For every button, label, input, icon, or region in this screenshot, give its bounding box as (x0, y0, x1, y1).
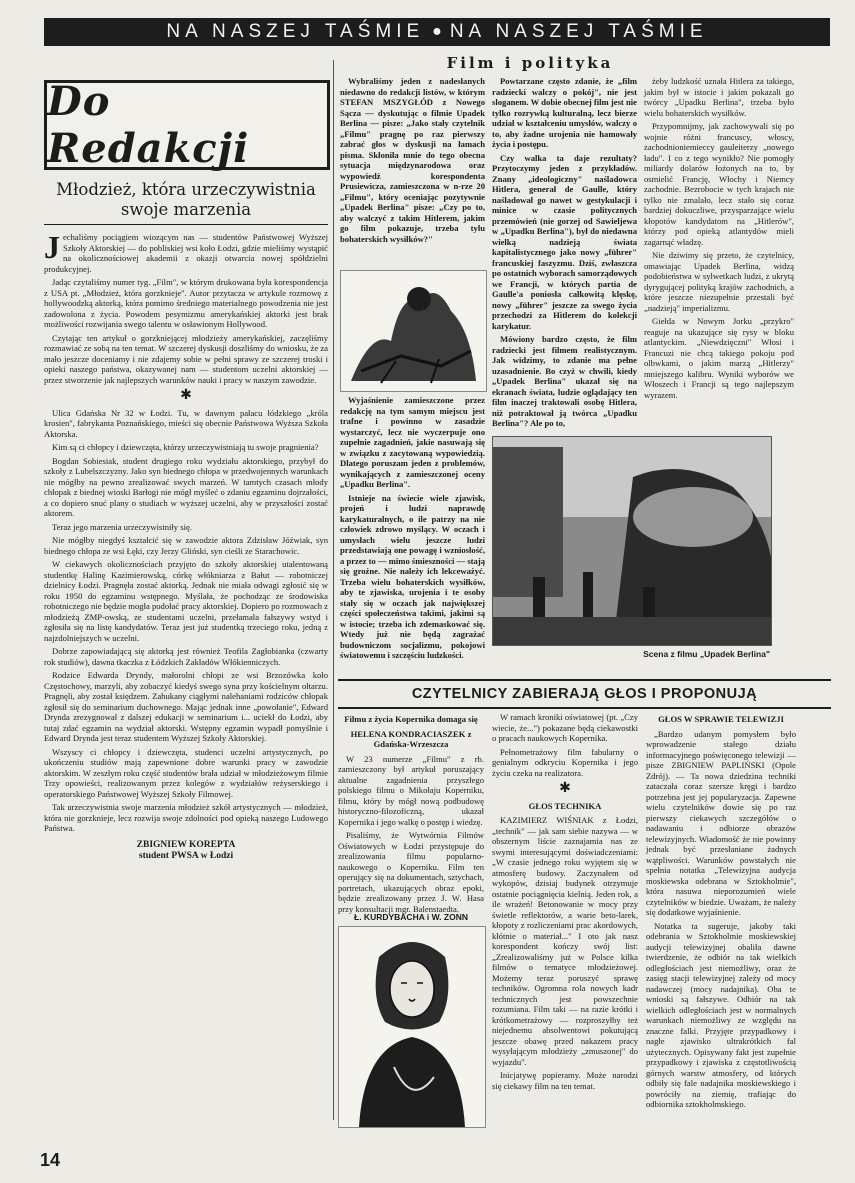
hitler-cartoon-illustration (340, 270, 487, 392)
film-paragraph: Nie dziwimy się przeto, że czytelnicy, omawiając Upadek Berlina, widzą podobieństwa w sylwetkach ludzi, z ukrytą dyrygującej polityką krajów zachodnich, a które jeszcze niezupełnie przestali być „nadzieją" imperializmu. (644, 250, 794, 313)
readers-subheading: GŁOS W SPRAWIE TELEWIZJI (658, 714, 784, 724)
film-col2 (492, 76, 637, 426)
readers-paragraph: Pisaliśmy, że Wytwórnia Filmów Oświatowych w Łodzi przystępuje do zrealizowania filmu popularno-naukowego o Koperniku. Film ten operujący się na dokumentach, sztychach, portretach, ukazujących obraz epoki, będzie zrealizowany przez J. W. Hasa przy konsultacji mgr. Balenstaedta. (338, 830, 484, 914)
film-col1-body (340, 395, 485, 675)
section-star-icon: ✱ (559, 781, 571, 796)
portrait-drawing-icon (339, 927, 485, 1127)
readers-author: HELENA KONDRACIASZEK z Gdańska-Wrzeszcza (350, 728, 472, 749)
dropcap: J (44, 229, 60, 265)
readers-paragraph: Inicjatywę popieramy. Może narodzi się ciekawy film na ten temat. (492, 1070, 638, 1091)
readers-col1 (338, 712, 484, 914)
banner-dot-icon: ● (432, 23, 442, 40)
left-paragraph: Bogdan Sobiesiak, student drugiego roku wydziału aktorskiego, przybył do szkoły z Lubelszczyzny. Jako syn biednego chłopa w przedwojennych warunkach nie mógłby na pewno zrealizować swych marzeń. W tamtych czasach młody chłopak z biednej wioski Barłogi nie mógł myśleć o zdaniu egzaminu dojrzałości, a co dopiero snuć plany o studiach w wyższej uczelni, aby w przyszłości zostać aktorem. (44, 455, 328, 518)
readers-subheading: GŁOS TECHNIKA (528, 800, 602, 811)
left-paragraph: Kim są ci chłopcy i dziewczęta, którzy urzeczywistniają tu swoje pragnienia? (52, 442, 319, 452)
copernicus-portrait (338, 926, 486, 1128)
film-still-photo (492, 436, 772, 646)
readers-paragraph: Pełnometrażowy film fabularny o genialnym odkryciu Kopernika i jego życiu czeka na realizatora. (492, 746, 638, 778)
readers-paragraph: „Bardzo udanym pomysłem było wprowadzenie stałego działu informacyjnego poświęconego telewizji — pisze ZBIGNIEW PAPLIŃSKI (Opole Zdrój). — Ta nowa dziedzina techniki zataczała coraz szersze kręgi i bardzo potrzebna jest jej popularyzacja. Zapewne wielu czytelników dowie się po raz pierwszy ciekawych szczegółów o nadawaniu i odbiorze obrazów telewizyjnych. Wiadomość że nie powinny jednak być przesłaniane żadnych wątpliwości. Warunków powstałych nie spełnia notatka „Telewizyjna audycja moskiewska odebrana w Sztokholmie", która nasuwa nieporozumień wiele czytelników w biedzie. Uważam, że należy się dodatkowe wyjaśnienie. (646, 728, 796, 917)
signature-name: ZBIGNIEW KOREPTA (136, 839, 236, 850)
left-paragraph: Rodzice Edwarda Dryndy, małorolni chłopi ze wsi Brzozówka koło Częstochowy, marzyli, aby zobaczyć kiedyś swego syna przy kościelnym ołtarzu. Pragnęli, aby został księdzem. Zahukany ciągłymi nalehaniami rodziców chłopak zgłosił się do seminarium duchownego. Mając jednak inne „powołanie", Edward Drynda zrezygnował z dalszej edukacji w seminarium i... uciekł do Łodzi, aby tutaj zdać egzamin na wydział aktorski. Wstępny egzamin wypadł pomyślnie i Edward Drynda jest teraz studentem Wyższej Szkoły Aktorskiej. (44, 670, 328, 743)
left-paragraph: Nie mógłby niegdyś kształcić się w zawodzie aktora Zdzisław Jóźwiak, syn biednego chłopa ze wsi Łęki, czy Jerzy Gliński, syn cieśli ze Starachowic. (44, 535, 328, 556)
film-paragraph: Giełda w Nowym Jorku „przykro" reaguje na ukazujące się rysy w bloku atlantyckim. „Niewdzięczni" Włosi i Francuzi nie chcą takiego pokoju pod olbwkami, o jakim marzą „Hitlerzy" mniejszego kalibru. Wyniki wyborów we Włoszech i Francji są tego najlepszym wyrazem. (644, 316, 794, 400)
film-paragraph: Powtarzane często zdanie, że „film radziecki walczy o pokój", nie jest sloganem. W dobie obecnej film jest nie tylko rozrywką kulturalną, lecz bierze udział w kształceniu umysłów, walczy o to, aby żadne urojenia nie hamowały życia i postępu. (492, 76, 637, 149)
left-paragraph: Tak urzeczywistnia swoje marzenia młodzież szkół artystycznych — młodzież, która nie gorzknieje, lecz rozwija swoje zdolności pod opieką naszego Ludowego Państwa. (44, 802, 328, 833)
headline-rule (44, 224, 328, 225)
portrait-caption: Ł. KURDYBACHA i W. ZONN (354, 912, 468, 922)
photo-scene-icon (493, 437, 771, 645)
film-paragraph: Wyjaśnienie zamieszczone przez redakcję na tym samym miejscu jest trafne i powinno w zasadzie wystarczyć, lecz nie wyczerpuje ono zupełnie zagadnień, jakie nasuwają się w związku z zacytowaną wypowiedzią. Dlatego poruszam jeden z problemów, wynikających z zamieszczonej oceny „Upadku Berlina". (340, 395, 485, 489)
left-paragraph: Wszyscy ci chłopcy i dziewczęta, studenci uczelni artystycznych, po ukończeniu studiów mają zapewnione dobre warunki pracy w zawodzie aktorskim. W zeszłym roku część studentów brała udział w młodzieżowym filmie Trzy opowieści, realizowanym przez kolegów z wydziałów reżyserskiego i operatorskiego Państwowej Wyższej Szkoły Filmowej. (44, 746, 328, 799)
film-paragraph: Przypomnijmy, jak zachowywali się po wojnie różni francuscy, włoscy, zachodnioniemieccy gauleiterzy „nowego ładu". I co z tego wynikło? Nie pomogły miliardy dolarów łożonych na to, by osmielić Francję, Włochy i Niemcy zachodnie. Bezrobocie w tych krajach nie tylko nie zmalało, lecz stało się coraz bardziej dokuczliwe, przysparzające wielu kłopotów kandydatom na „Hitlerów", którzy pod opieką atlantydów mieli zagarnąć władzę. (644, 121, 794, 247)
readers-col3 (646, 712, 796, 1142)
readers-paragraph: KAZIMIERZ WIŚNIAK z Łodzi, „technik" — jak sam siebie nazywa — w obszernym liście zaznajamia nas ze swymi interesującymi doświadczeniami: „W czasie jednego roku wyjętem się w atmosferę budowy. Zaczynałem od wykopów, dzisiaj budynek otrzymuje ostatnie pociągnięcia kielnią. Jeden rok, a ile wrażeń! Betonowanie w mocy przy świetle reflektorów, a warie beto-larek, kłopoty z rozliczeniami prac akordowych, kłótnie o materiał..." I oto jak nasz korespondent kończy swój list: „Zrealizowaliśmy już w Polsce kilka filmów o tematyce młodzieżowej. Możemy teraz poruszyć sprawę techników. Ogromna rola nowych kadr technicznych jest powszechnie rozumiana. Film taki — na razie krótki i krótkometrażowy — rozproszyłby też niejednemu absolwentowi pokutującą jeszcze obawę przed nakazem pracy wysyłającym młodzieży „zmuszonej" do wyjazdu". (492, 815, 638, 1067)
banner-text-right: NA NASZEJ TAŚMIE (449, 21, 708, 42)
film-paragraph: Czy walka ta daje rezultaty? Przytoczymy jeden z przykładów. Znany „ideologiczny" naśladowca Hitlera, generał de Gaulle, który naśladował go nawet w gestykulacji i minice w czasie politycznych przemówień (nie gorzej od Sawieljewa w „Upadku Berlina"), był do niedawna wielką nadzieją świata kapitalistycznego jako nowy „führer" francuskiej faszyzmu. Dziś, zwłaszcza po ostatnich wyborach samorządowych we Francji, w których partia de Gaulle'a poniosła całkowitą klęskę, nowy „führer" jeszcze za swego życia przechodzi za Hitlerem do kolekcji karykatur. (492, 152, 637, 331)
film-paragraph: żeby ludzkość uznała Hitlera za takiego, jakim był w istocie i jakim pokazali go twórcy „Upadku Berlina", trzeba było wielu bohaterskich wysiłków. (644, 76, 794, 118)
film-paragraph: Wybraliśmy jeden z nadesłanych niedawno do redakcji listów, w którym STEFAN MSZYGŁÓD z Nowego Sącza — dyskutując o filmie Upadek Berlina — pisze: „Jako stały czytelnik „Filmu" pragnę po raz pierwszy zabrać głos w dyskusji na łamach pisma. Skłoniła mnie do tego obecna sytuacja międzynarodowa oraz wypowiedź korespondenta Prusiewicza, zamieszczona w n-rze 20 „Filmu", który oceniając pozytywnie „Upadek Berlina" pisze: „Czy po to, aby walczyć z takim Hitlerem, jakim go film pokazuje, trzeba tylu bohaterskich wysiłków?" (340, 76, 485, 244)
article-headline: Młodzież, która urzeczywistnia swoje marzenia (56, 180, 316, 219)
readers-section-title: CZYTELNICY ZABIERAJĄ GŁOS I PROPONUJĄ (338, 679, 831, 709)
left-paragraph: Dobrze zapowiadającą się aktorką jest również Teofila Zagłobianka (czwarty rok studiów), dawna tkaczka z Łódzkich Zakładów Włókienniczych. (44, 646, 328, 667)
top-banner (44, 18, 830, 46)
film-paragraph: Mówiony bardzo często, że film radziecki jest filmem realistycznym. Jak widzimy, to zdanie ma pełne uzasadnienie. Bo czyż w chwili, kiedy „Upadek Berlina" ukazał się na ekranach świata, ludzie oglądający ten film inaczej traktowali osobę Hitlera, niż potraktował ją twórca „Upadku Berlina"? Ale po to, (492, 334, 637, 428)
film-paragraph: Istnieje na świecie wiele zjawisk, projeń i ludzi naprawdę karykaturalnych, o ile patrzy na nie człowiek zdrowo myślący. W oczach i umysłach wielu jeszcze ludzi przedstawiają one powagę i wzniosłość, a przez to — mimo śmieszności — stają się groźne. Nie należy ich lekceważyć. Trzeba wielu bohaterskich wysiłków, aby te zjawiska, urojenia i te osoby stały się w oczach jak największej części społeczeństwa takimi, jakimi są w istocie; trzeba ich zdemaskować się. Wtedy już nie będą zagrażać budowniczom socjalizmu, pokojowi światowemu i szczęściu ludzkości. (340, 492, 485, 660)
left-paragraph: Teraz jego marzenia urzeczywistniły się. (52, 521, 192, 532)
readers-paragraph: W ramach kroniki oświatowej (pt. „Czy wiecie, że...") pokazane będą ciekawostki o pracach naukowych Kopernika. (492, 712, 638, 743)
readers-subheading: Filmu z życia Kopernika domaga się (344, 714, 478, 724)
banner-text-left: NA NASZEJ TAŚMIE (166, 21, 425, 42)
left-paragraph: Jechaliśmy pociągiem wiozącym nas — studentów Państwowej Wyższej Szkoły Aktorskiej — do pobliskiej wsi koło Łodzi, gdzie mieliśmy wystąpić na okolicznościowej akademii z okazji otwarcia nowej spółdzielni produkcyjnej. (44, 229, 328, 274)
section-star-icon: ✱ (180, 388, 192, 403)
photo-caption: Scena z filmu „Upadek Berlina" (643, 649, 770, 659)
rubric-box (44, 80, 330, 170)
cartoon-drawing-icon (341, 271, 486, 391)
readers-paragraph: Notatka ta sugeruje, jakoby taki odebrania w Sztokholmie moskiewskiej audycji telewizyjnej obaliła dawne twierdzenie, że odbiór na tak wielkich odległościach jest niemożliwy, oraz że zasięg stacji telewizyjnej zależy od mocy nadawczej (mocy nadajnika). Oba te wnioski są fałszywe. Odbiór na tak wielkich odległościach jest w normalnych warunkach niemożliwy ze względu na znaczne falki. Przyjęte przypadkowy i nagłe zjawisko ultrakrótkich fal użytecznych. Opisywany fakt jest zupełnie przypadkowy i zjawiska z częstotliwością górnych warstw atmosfery, od których odbiły się fale nadajnika moskiewskiego i powróciły na ziemię, trafiając do odbiornika sztokholmskiego. (646, 920, 796, 1109)
left-paragraph: Czytając ten artykuł o gorzkniejącej młodzieży amerykańskiej, zaczęliśmy rozmawiać ze sobą na ten temat. W szczerej dyskusji doszliśmy do wniosku, że za mało jeszcze doceniamy i nie zdajemy sobie w pełni sprawy ze szczerej troski i opieki naszego państwa, okazywanej nam — studentom uczelni aktorskiej — przez stworzenie jak najlepszych warunków nauki i pracy w naszym zawodzie. (44, 332, 328, 385)
left-article-column (44, 229, 328, 1112)
column-divider (333, 60, 334, 1120)
film-col3 (644, 76, 794, 426)
film-col1-intro (340, 76, 485, 266)
left-paragraph: Ulica Gdańska Nr 32 w Łodzi. Tu, w dawnym pałacu łódzkiego „króla krosien", fabrykanta Poznańskiego, mieści się obecnie Państwowa Wyższa Szkoła Aktorska. (44, 407, 328, 439)
readers-col2 (492, 712, 638, 1142)
page-number: 14 (40, 1150, 61, 1170)
left-paragraph: Jadąc czytaliśmy numer tyg. „Film", w którym drukowana była korespondencja z USA pt. „Młodzież, która gorzknieje". Autor przytacza w artykule rozmowę z hollywoodzką aktorką, która pomimo średniego materialnego powodzenia nie jest zadowolona z życia. Powodem pesymizmu amerykańskiej aktorki jest brak możliwości rozwijania swego talentu w osławionym Hollywood. (44, 277, 328, 329)
readers-paragraph: W 23 numerze „Filmu" z rb. zamieszczony był artykuł poruszający aktualne zagadnienia przyszłego polskiego filmu o Mikołaju Koperniku, filmu, który by mógł nową podbudowę historyczno-filozoficzną, ukazał Kopernika i jego walkę o postęp i wiedzę. (338, 753, 484, 827)
left-paragraph: W ciekawych okolicznościach przyjęto do szkoły aktorskiej utalentowaną studentkę Halinę Kazimierowską, córkę włókniarza z Bałut — robotniczej dzielnicy Łodzi. Pragnęła zostać aktorką. Jednak nie miała odwagi zgłosić się w roku 1950 do egzaminu wstępnego. Myślała, że pochodząc ze środowiska robotniczego nie będzie mogła podołać pracy aktorskiej. Dopiero po rozmowach z młodzieżą ZMP-owską, ze studentami uczelni, przełamała fałszywy wstyd i zgłosiła się na listę kandydatów. Teraz jest już studentką trzeciego roku, jedną z najzdolniejszych w uczelni. (44, 559, 328, 643)
section-title: Film i polityka (446, 54, 614, 72)
rubric-title: Do Redakcji (47, 78, 250, 172)
signature-affiliation: student PWSA w Łodzi (138, 850, 234, 861)
